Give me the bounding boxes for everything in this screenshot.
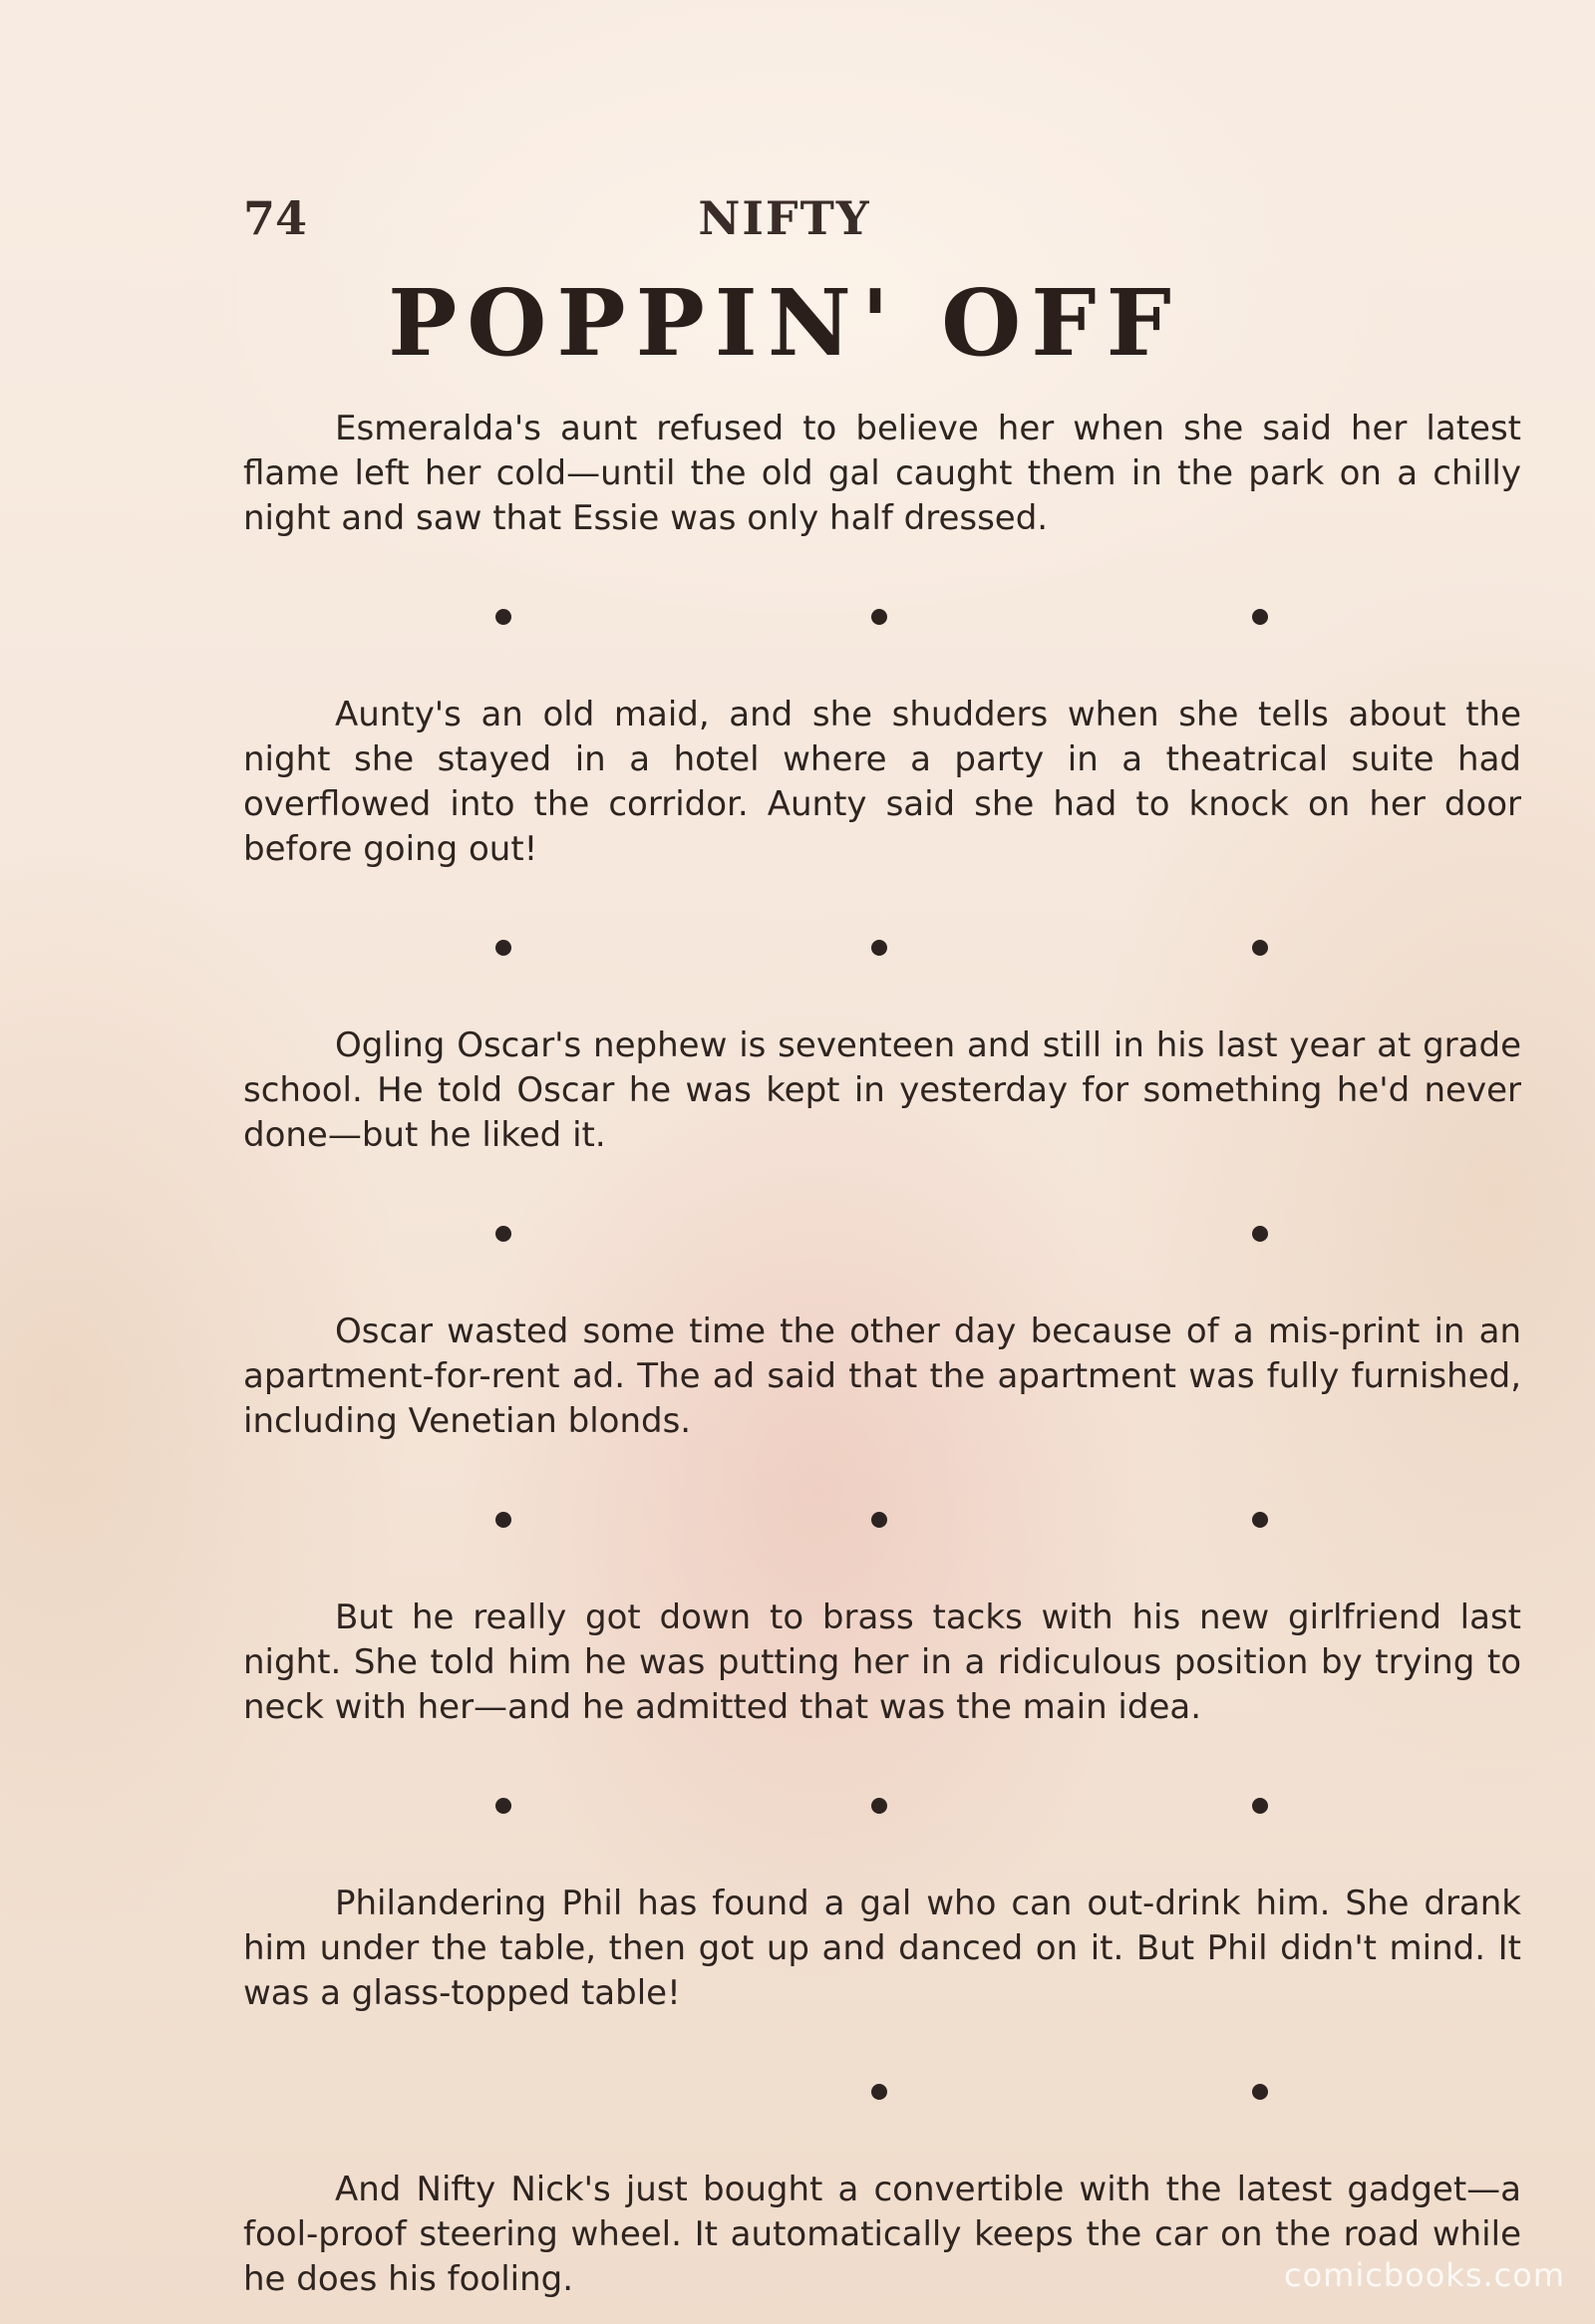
dot-separator	[243, 1730, 1521, 1882]
joke-paragraph: But he really got down to brass tacks with his new girlfriend last night. She told him he was putting her in a ridiculous position by trying to neck with her—and he admitted that was the main idea.	[243, 1598, 1521, 1727]
joke-paragraph: Aunty's an old maid, and she shudders when she tells about the night she stayed in a hotel where a party in a theatrical suite had overflowed into the corridor. Aunty said she had to knock on her door before going out!	[243, 695, 1521, 869]
separator-dot	[871, 2084, 887, 2100]
joke-paragraph: Ogling Oscar's nephew is seventeen and still in his last year at grade school. He told Oscar he was kept in yesterday for something he'd never done—but he liked it.	[243, 1025, 1521, 1155]
separator-dot	[1252, 609, 1268, 625]
article-body	[243, 407, 1521, 2302]
joke-paragraph: Oscar wasted some time the other day because of a mis-print in an apartment-for-rent ad. The ad said that the apartment was fully furnished, including Venetian blonds.	[243, 1311, 1521, 1441]
separator-dot	[1252, 1226, 1268, 1242]
separator-dot	[1252, 1512, 1268, 1528]
separator-dot	[871, 609, 887, 625]
joke-paragraph: Philandering Phil has found a gal who can out-drink him. She drank him under the table, then got up and danced on it. But Phil didn't mind. It was a glass-topped table!	[243, 1884, 1521, 2013]
joke-paragraph: And Nifty Nick's just bought a convertible with the latest gadget—a fool-proof steering wheel. It automatically keeps the car on the road while he does his fooling.	[243, 2170, 1521, 2299]
article-title: POPPIN' OFF	[388, 269, 1181, 377]
running-title: NIFTY	[698, 191, 871, 245]
dot-separator	[243, 1444, 1521, 1596]
separator-dot	[1252, 2084, 1268, 2100]
separator-dot	[1252, 1798, 1268, 1814]
joke-paragraph: Esmeralda's aunt refused to believe her when she said her latest flame left her cold—until the old gal caught them in the park on a chilly night and saw that Essie was only half dressed.	[243, 409, 1521, 538]
dot-separator	[243, 872, 1521, 1023]
dot-separator	[243, 2016, 1521, 2168]
dot-separator	[243, 1158, 1521, 1309]
separator-dot	[495, 1512, 511, 1528]
separator-dot	[871, 1798, 887, 1814]
page-number: 74	[243, 191, 308, 245]
separator-dot	[871, 1512, 887, 1528]
separator-dot	[871, 940, 887, 956]
separator-dot	[1252, 940, 1268, 956]
separator-dot	[495, 609, 511, 625]
dot-separator	[243, 541, 1521, 693]
page-header	[243, 191, 1326, 247]
separator-dot	[495, 940, 511, 956]
separator-dot	[495, 1226, 511, 1242]
watermark: comicbooks.com	[1283, 2256, 1565, 2294]
separator-dot	[495, 1798, 511, 1814]
